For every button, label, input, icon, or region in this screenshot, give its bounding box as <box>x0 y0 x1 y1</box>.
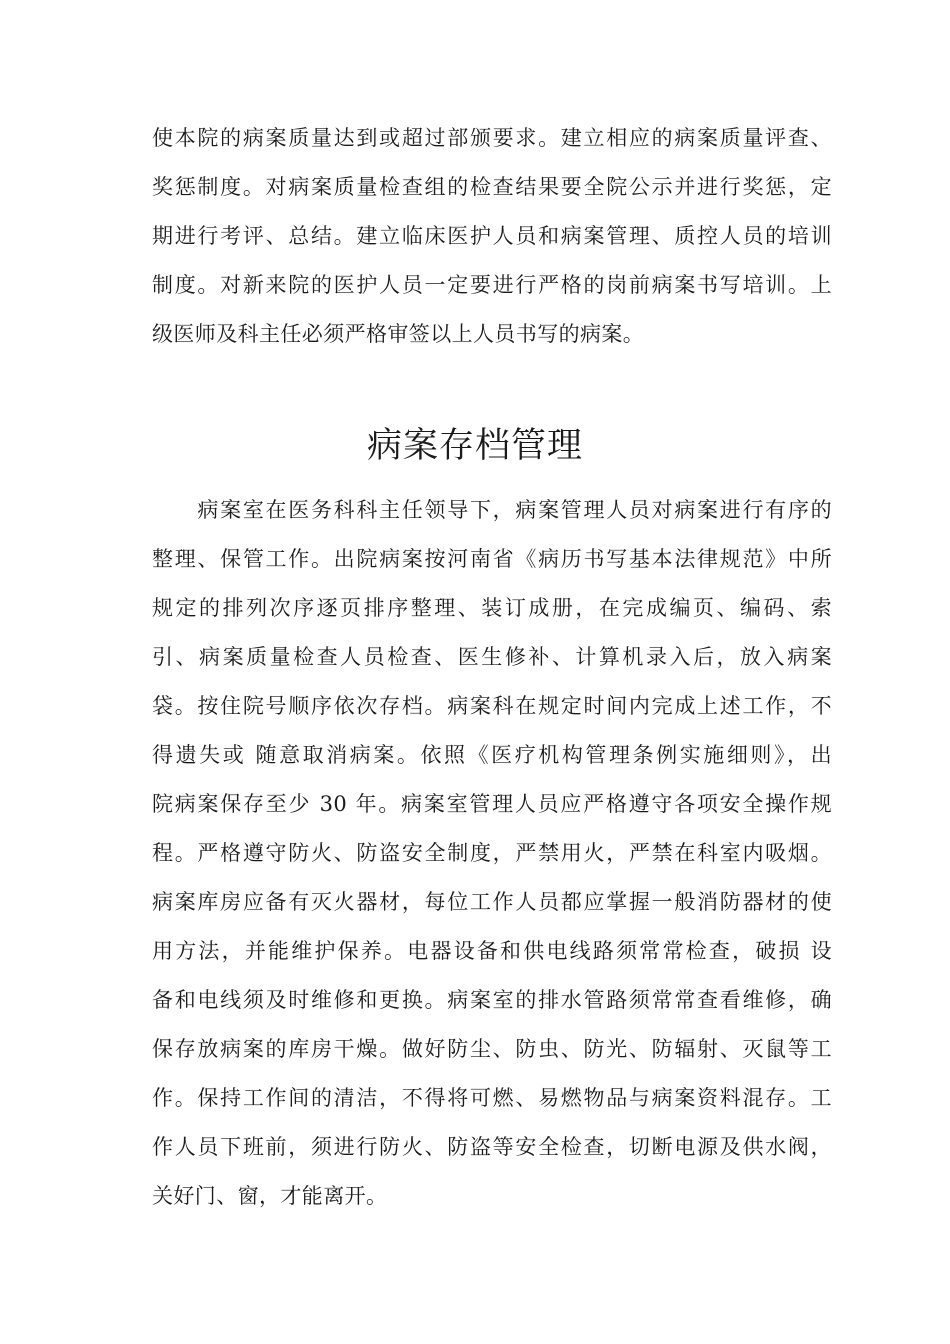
paragraph-line: 用方法，并能维护保养。电器设备和供电线路须常常检查，破损 设 <box>152 939 832 963</box>
paragraph-line: 作。保持工作间的清洁，不得将可燃、易燃物品与病案资料混存。工 <box>152 1086 832 1110</box>
paragraph-line: 保存放病案的库房干燥。做好防尘、防虫、防光、防辐射、灭鼠等工 <box>152 1037 832 1061</box>
paragraph-line: 袋。按住院号顺序依次存档。病案科在规定时间内完成上述工作，不 <box>152 694 832 718</box>
paragraph-line: 作人员下班前，须进行防火、防盗等安全检查，切断电源及供水阀， <box>152 1135 832 1159</box>
paragraph-line: 关好门、窗，才能离开。 <box>152 1184 388 1208</box>
paragraph-line: 备和电线须及时维修和更换。病案室的排水管路须常常查看维修，确 <box>152 988 832 1012</box>
paragraph-line: 院病案保存至少 30 年。病案室管理人员应严格遵守各项安全操作规 <box>152 792 832 816</box>
paragraph-line: 制度。对新来院的医护人员一定要进行严格的岗前病案书写培训。上 <box>152 273 832 297</box>
paragraph-line: 病案库房应备有灭火器材，每位工作人员都应掌握一般消防器材的使 <box>152 890 832 914</box>
paragraph-line: 级医师及科主任必须严格审签以上人员书写的病案。 <box>152 322 645 346</box>
paragraph-line: 引、病案质量检查人员检查、医生修补、计算机录入后，放入病案 <box>152 645 832 669</box>
paragraph-line: 得遗失或 随意取消病案。依照《医疗机构管理条例实施细则》，出 <box>152 743 832 767</box>
section-title: 病案存档管理 <box>366 426 583 466</box>
paragraph-line: 使本院的病案质量达到或超过部颁要求。建立相应的病案质量评查、 <box>152 126 832 150</box>
paragraph-line: 期进行考评、总结。建立临床医护人员和病案管理、质控人员的培训 <box>152 224 832 248</box>
paragraph-line: 奖惩制度。对病案质量检查组的检查结果要全院公示并进行奖惩，定 <box>152 175 832 199</box>
paragraph-line: 病案室在医务科科主任领导下，病案管理人员对病案进行有序的 <box>152 498 832 522</box>
paragraph-line: 程。严格遵守防火、防盗安全制度，严禁用火，严禁在科室内吸烟。 <box>152 841 832 865</box>
paragraph-line: 规定的排列次序逐页排序整理、装订成册，在完成编页、编码、索 <box>152 596 832 620</box>
paragraph-line: 整理、保管工作。出院病案按河南省《病历书写基本法律规范》中所 <box>152 547 832 571</box>
